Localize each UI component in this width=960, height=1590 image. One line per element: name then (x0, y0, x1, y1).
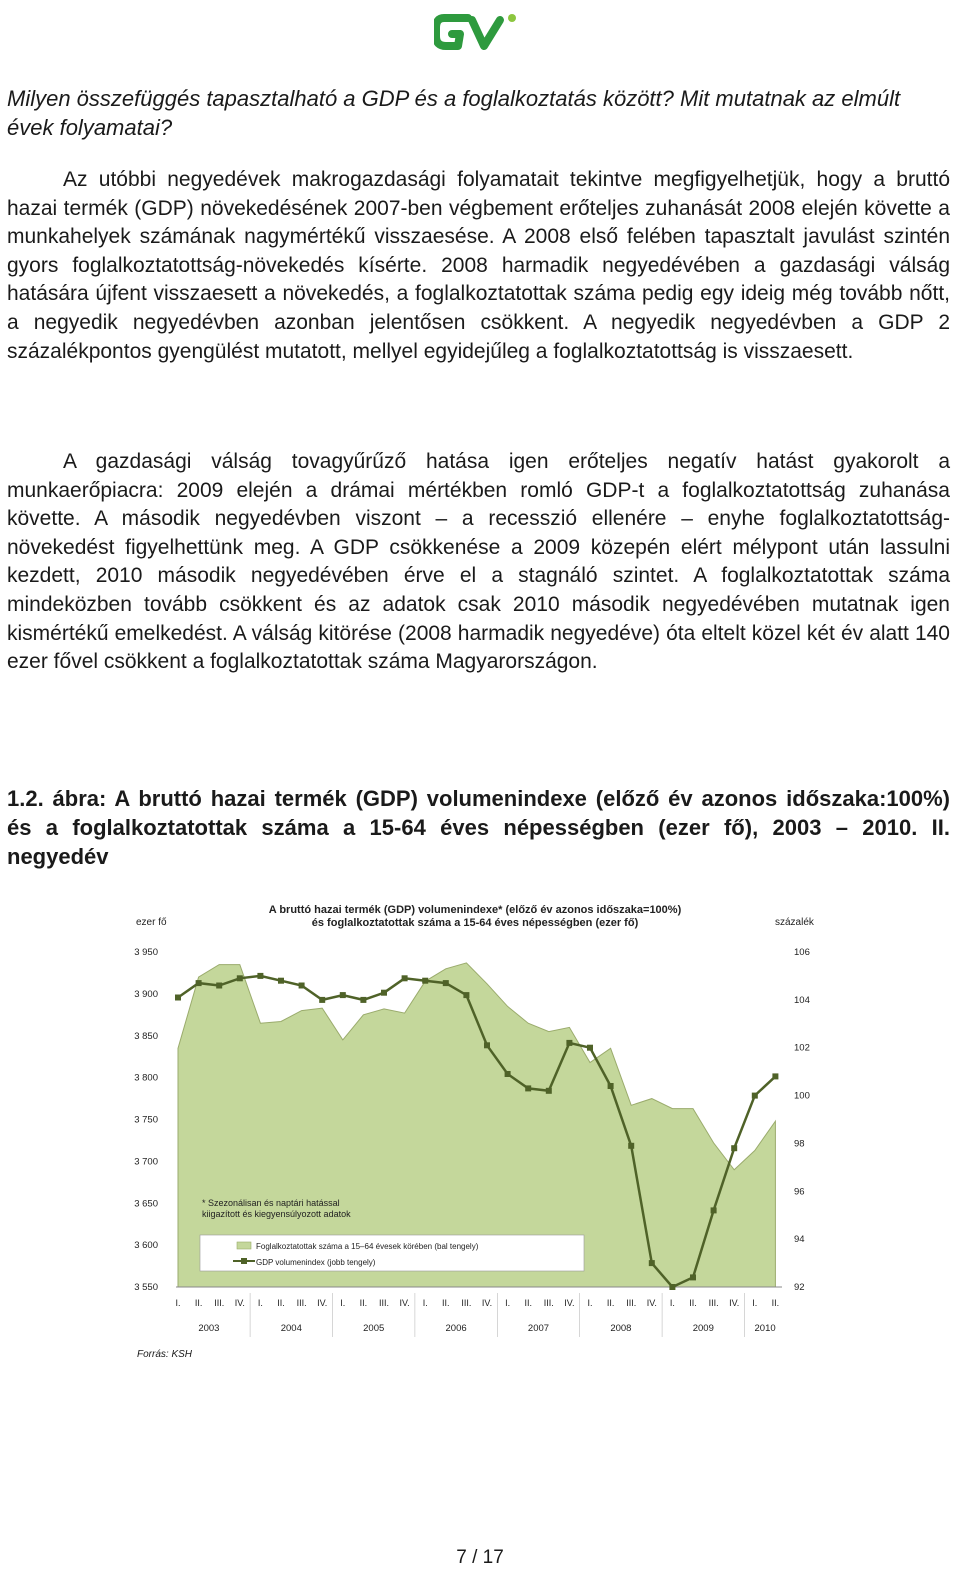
quarter-label: I. (587, 1298, 593, 1308)
quarter-label: I. (422, 1298, 428, 1308)
paragraph-2 (7, 448, 950, 677)
chart-title-line-1: A bruttó hazai termék (GDP) volumenindexe* (előző év azonos időszaka=100%) (268, 904, 682, 916)
left-tick-label: 3 550 (134, 1282, 158, 1293)
quarter-label: I. (752, 1298, 758, 1308)
right-tick-label: 106 (794, 947, 810, 958)
gdp-marker (216, 983, 222, 989)
chart-title-line-2: és foglalkoztatottak száma a 15-64 éves népességben (ezer fő) (311, 917, 639, 929)
gdp-marker (525, 1085, 531, 1091)
legend-line-label: GDP volumenindex (jobb tengely) (256, 1258, 376, 1267)
chart-note-line-1: * Szezonálisan és naptári hatással (202, 1198, 340, 1208)
year-label: 2010 (754, 1323, 776, 1334)
quarter-label: II. (524, 1298, 532, 1308)
paragraph-1-text: Az utóbbi negyedévek makrogazdasági folyamatait tekintve megfigyelhetjük, hogy a bruttó hazai termék (GDP) növekedésének 2007-ben végbement erőteljes zuhanását 2008 elején követte a munkahelyek számának nagymértékű visszaesése. A 2008 első felében tapasztalt javulást szintén gyors foglalkoztatottság-növekedés kísérte. 2008 harmadik negyedévében a gazdasági válság hatására újfent visszaesett a növekedés, a foglalkoztatottak száma pedig egy ideig még tovább nőtt, a negyedik negyedévben azonban jelentősen csökkent. A negyedik negyedévben a GDP 2 százalékpontos gyengülést mutatott, mellyel egyidejűleg a foglalkoztatottság is visszaesett. (7, 168, 950, 363)
quarter-label: IV. (481, 1298, 493, 1308)
quarter-label: IV. (234, 1298, 245, 1308)
gdp-marker (608, 1083, 614, 1089)
gdp-marker (237, 975, 243, 981)
paragraph-1 (7, 166, 950, 366)
gdp-marker (505, 1071, 511, 1077)
quarter-label: III. (214, 1298, 225, 1308)
year-label: 2004 (280, 1323, 302, 1334)
year-label: 2007 (527, 1323, 550, 1334)
quarter-label: II. (771, 1298, 780, 1308)
question: Milyen összefüggés tapasztalható a GDP és a foglalkoztatás között? Mit mutatnak az elmúlt évek folyamatai? (7, 86, 901, 140)
gdp-marker (402, 975, 408, 981)
left-tick-label: 3 800 (134, 1072, 158, 1084)
paragraph-2-text: A gazdasági válság tovagyűrűző hatása igen erőteljes negatív hatást gyakorolt a munkaerőpiacra: 2009 elején a drámai mértékben romló GDP-t a foglalkoztatottság zuhanása követte. A második negyedévben viszont – a recesszió ellenére – enyhe foglalkoztatottság-növekedést figyelhettünk meg. A GDP csökkenése a 2009 közepén elért mélypont után lassulni kezdett, 2010 második negyedévében érve el a stagnáló szintet. A foglalkoztatottak száma mindeközben tovább csökkent és az adatok csak 2010 második negyedévében mutatnak igen kismértékű emelkedést. A válság kitörése (2008 harmadik negyedéve) óta eltelt közel két év alatt 140 ezer fővel csökkent a foglalkoztatottak száma Magyarországon. (7, 450, 950, 674)
legend-area-swatch (237, 1242, 251, 1249)
right-tick-label: 92 (794, 1282, 805, 1293)
gdp-marker (484, 1042, 490, 1048)
gv-logo (434, 6, 524, 54)
gdp-marker (257, 973, 263, 979)
quarter-label: II. (359, 1298, 368, 1308)
right-axis-unit: százalék (775, 917, 814, 928)
gdp-marker (422, 978, 428, 984)
quarter-label: I. (505, 1298, 511, 1308)
source-note: Forrás: KSH (137, 1349, 193, 1360)
page-number: 7 / 17 (456, 1547, 504, 1568)
gdp-marker (772, 1073, 778, 1079)
right-tick-label: 100 (794, 1090, 810, 1102)
right-tick-label: 94 (794, 1234, 805, 1246)
gdp-marker (628, 1143, 634, 1149)
gdp-marker (566, 1040, 572, 1046)
right-tick-label: 98 (794, 1138, 805, 1150)
quarter-label: I. (340, 1298, 346, 1308)
quarter-label: III. (461, 1298, 472, 1308)
quarter-label: III. (543, 1298, 554, 1308)
gdp-marker (196, 980, 202, 986)
right-tick-label: 102 (794, 1042, 810, 1054)
gdp-marker (175, 995, 181, 1001)
gdp-marker (546, 1088, 552, 1094)
quarter-label: IV. (317, 1298, 328, 1308)
gdp-marker (340, 992, 346, 998)
left-tick-label: 3 600 (134, 1240, 158, 1252)
gdp-marker (278, 978, 284, 984)
gdp-marker (319, 997, 325, 1003)
right-tick-label: 96 (794, 1186, 805, 1198)
year-label: 2009 (692, 1323, 714, 1334)
quarter-label: II. (689, 1298, 697, 1308)
left-axis-unit: ezer fő (136, 917, 167, 928)
quarter-label: I. (175, 1298, 181, 1308)
left-tick-label: 3 850 (134, 1030, 158, 1042)
quarter-label: IV. (399, 1298, 410, 1308)
quarter-label: III. (296, 1298, 307, 1308)
gdp-marker (587, 1045, 593, 1051)
year-label: 2003 (198, 1323, 220, 1334)
gdp-marker (711, 1207, 717, 1213)
gdp-marker (731, 1145, 737, 1151)
quarter-label: II. (194, 1298, 203, 1308)
quarter-label: III. (626, 1298, 637, 1308)
legend-line-marker (241, 1258, 247, 1264)
quarter-label: I. (257, 1298, 263, 1308)
gdp-marker (669, 1284, 675, 1290)
left-tick-label: 3 750 (134, 1114, 158, 1126)
quarter-label: I. (669, 1298, 675, 1308)
quarter-label: IV. (646, 1298, 657, 1308)
gdp-marker (463, 992, 469, 998)
gdp-marker (649, 1260, 655, 1266)
quarter-label: III. (708, 1298, 719, 1308)
left-tick-label: 3 950 (134, 947, 158, 958)
year-label: 2006 (445, 1323, 467, 1334)
gdp-marker (299, 983, 305, 989)
legend-area-label: Foglalkoztatottak száma a 15–64 évesek körében (bal tengely) (256, 1242, 479, 1251)
quarter-label: IV. (564, 1298, 575, 1308)
quarter-label: III. (378, 1298, 390, 1308)
quarter-label: II. (442, 1298, 450, 1308)
year-label: 2005 (363, 1323, 385, 1334)
quarter-label: II. (606, 1298, 615, 1308)
left-tick-label: 3 700 (134, 1156, 158, 1168)
quarter-label: IV. (729, 1298, 740, 1308)
left-tick-label: 3 900 (134, 988, 158, 1000)
chart-note-line-2: kiigazított és kiegyensúlyozott adatok (202, 1209, 351, 1219)
figure-heading: 1.2. ábra: A bruttó hazai termék (GDP) volumenindexe (előző év azonos időszaka:100%) és a foglalkoztatottak száma a 15-64 éves népességben (ezer fő), 2003 – 2010. II. negyedév (7, 786, 950, 869)
year-label: 2008 (610, 1323, 632, 1334)
left-tick-label: 3 650 (134, 1198, 158, 1210)
gdp-employment-chart (120, 895, 820, 1340)
gdp-marker (381, 990, 387, 996)
gdp-marker (360, 997, 366, 1003)
quarter-label: II. (277, 1298, 285, 1308)
right-tick-label: 104 (794, 994, 810, 1006)
gdp-marker (752, 1093, 758, 1099)
gdp-marker (443, 980, 449, 986)
gdp-marker (690, 1274, 696, 1280)
